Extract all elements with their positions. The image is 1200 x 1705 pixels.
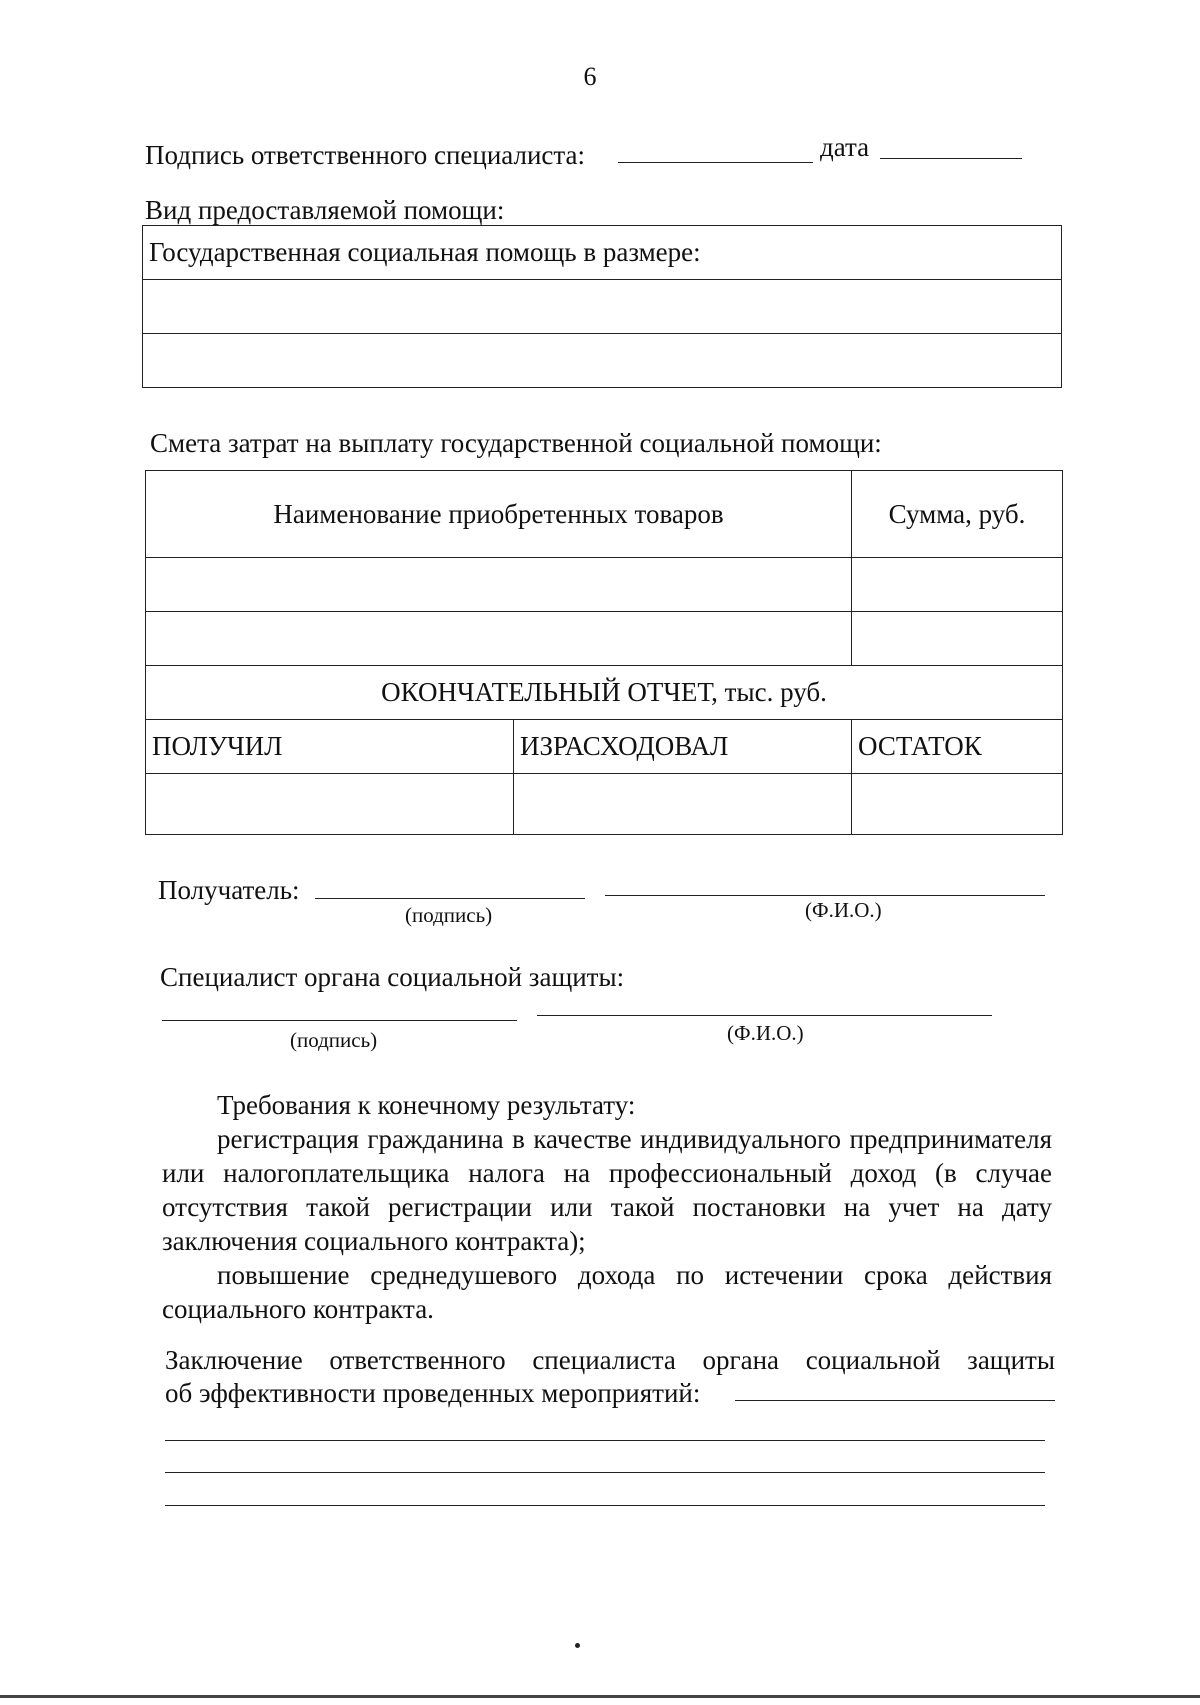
specialist-signature-blank[interactable] — [162, 1020, 517, 1021]
signature-label: Подпись ответственного специалиста: — [145, 140, 586, 170]
table-row — [146, 774, 1063, 835]
conclusion-line-2: об эффективности проведенных мероприятий: — [165, 1378, 701, 1408]
requirements-heading: Требования к конечному результату: — [217, 1090, 636, 1120]
table-row — [146, 612, 1063, 666]
recipient-name-blank[interactable] — [605, 895, 1045, 896]
estimate-table — [145, 470, 1063, 835]
spent-header: ИЗРАСХОДОВАЛ — [514, 720, 852, 774]
spent-cell[interactable] — [514, 774, 852, 835]
table-row — [143, 334, 1062, 388]
page-edge-divider — [0, 1695, 1200, 1698]
remainder-cell[interactable] — [852, 774, 1063, 835]
recipient-signature-blank[interactable] — [315, 898, 585, 899]
table-row — [146, 720, 1063, 774]
conclusion-line-1: Заключение ответственного специалиста органа социальной защиты — [165, 1345, 1055, 1375]
col-sum-header: Сумма, руб. — [852, 471, 1063, 558]
decorative-dot — [575, 1643, 580, 1648]
table-row — [143, 226, 1062, 280]
sum-cell[interactable] — [852, 558, 1063, 612]
conclusion-blank[interactable] — [165, 1440, 1045, 1441]
sum-cell[interactable] — [852, 612, 1063, 666]
specialist-name-blank[interactable] — [537, 1015, 992, 1016]
estimate-heading: Смета затрат на выплату государственной социальной помощи: — [150, 428, 882, 458]
assistance-cell[interactable] — [143, 334, 1062, 388]
table-header-row — [146, 471, 1063, 558]
page-number: 6 — [583, 62, 597, 91]
goods-cell[interactable] — [146, 558, 852, 612]
table-row — [146, 558, 1063, 612]
received-cell[interactable] — [146, 774, 514, 835]
specialist-label: Специалист органа социальной защиты: — [160, 962, 625, 992]
assistance-cell[interactable]: Государственная социальная помощь в размере: — [143, 226, 1062, 280]
recipient-label: Получатель: — [158, 875, 300, 905]
conclusion-blank[interactable] — [165, 1472, 1045, 1473]
remainder-header: ОСТАТОК — [852, 720, 1063, 774]
requirement-item: повышение среднедушевого дохода по истечении срока действия социального контракта. — [162, 1260, 1052, 1324]
col-name-header: Наименование приобретенных товаров — [146, 471, 852, 558]
specialist-name-caption: (Ф.И.О.) — [727, 1021, 804, 1045]
date-label: дата — [820, 132, 870, 162]
assistance-cell[interactable] — [143, 280, 1062, 334]
table-row — [143, 280, 1062, 334]
requirement-item: регистрация гражданина в качестве индивидуального предпринимателя или налогоплательщика налога на профессиональный доход (в случае отсутствия такой регистрации или такой постановки на учет на дату заключения социального контракта); — [162, 1124, 1052, 1256]
final-report-header: ОКОНЧАТЕЛЬНЫЙ ОТЧЕТ, тыс. руб. — [146, 666, 1063, 720]
received-header: ПОЛУЧИЛ — [146, 720, 514, 774]
assistance-table — [142, 225, 1062, 388]
table-row — [146, 666, 1063, 720]
specialist-sign-caption: (подпись) — [290, 1028, 378, 1052]
date-blank[interactable] — [880, 158, 1022, 159]
requirements-block — [162, 1088, 1052, 1326]
recipient-name-caption: (Ф.И.О.) — [805, 898, 882, 922]
conclusion-blank[interactable] — [735, 1400, 1055, 1401]
assistance-heading: Вид предоставляемой помощи: — [145, 195, 505, 225]
conclusion-blank[interactable] — [165, 1505, 1045, 1506]
signature-blank[interactable] — [618, 162, 813, 163]
recipient-sign-caption: (подпись) — [405, 903, 493, 927]
goods-cell[interactable] — [146, 612, 852, 666]
